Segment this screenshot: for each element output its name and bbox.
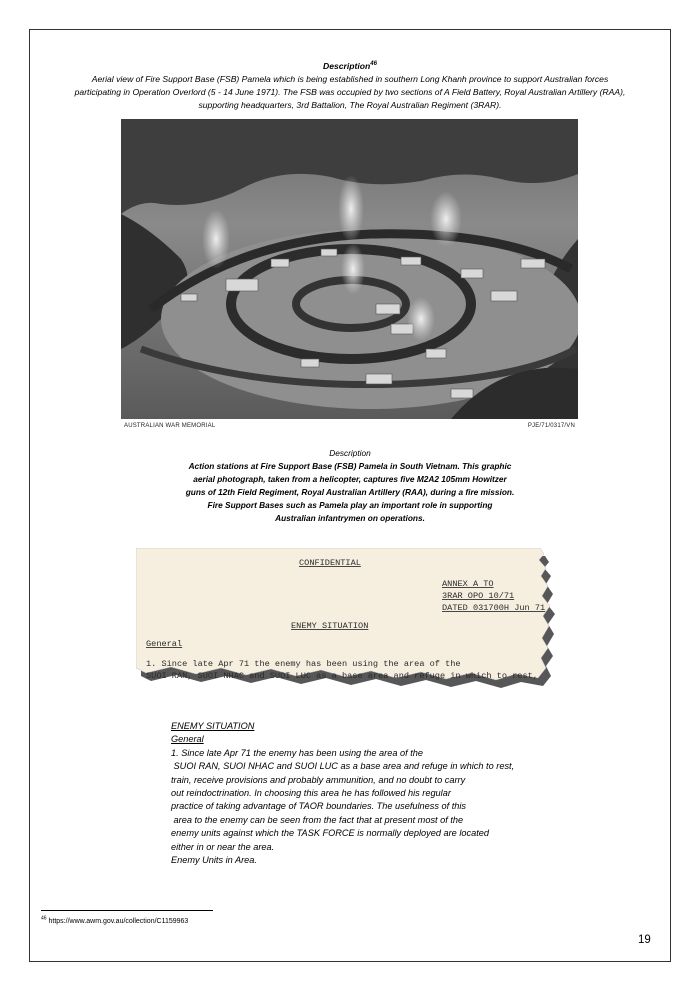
caption-line: aerial photograph, taken from a helicopter, captures five M2A2 105mm Howitzer <box>193 474 507 484</box>
transcript-subheading: General <box>171 734 204 745</box>
doc-paragraph-line: 1. Since late Apr 71 the enemy has been using the area of the <box>146 659 461 669</box>
doc-heading: ENEMY SITUATION <box>291 621 369 631</box>
doc-paragraph-line: SUOI RAN, SUOI NHAC and SUOI LUC as a base area and refuge in which to rest, <box>146 671 538 681</box>
scanned-document-image <box>136 548 556 693</box>
photo-reference: PJE/71/0317/VN <box>527 423 575 429</box>
transcript-line: 1. Since late Apr 71 the enemy has been using the area of the <box>171 747 423 758</box>
transcript-line: SUOI RAN, SUOI NHAC and SUOI LUC as a base area and refuge in which to rest, <box>171 761 515 772</box>
caption-line: guns of 12th Field Regiment, Royal Australian Artillery (RAA), during a fire mission. <box>185 487 515 497</box>
footnote-divider <box>41 910 213 911</box>
transcript-heading: ENEMY SITUATION <box>171 721 255 731</box>
transcript-line: area to the enemy can be seen from the fact that at present most of the <box>171 814 464 825</box>
description-title: Description$^{46}$ <box>323 61 377 71</box>
transcript-line: train, receive provisions and probably ammunition, and no doubt to carry <box>171 774 466 785</box>
caption-line: Action stations at Fire Support Base (FSB) Pamela in South Vietnam. This graphic <box>188 461 512 471</box>
description-line: supporting headquarters, 3rd Battalion, The Royal Australian Regiment (3RAR). <box>198 100 502 110</box>
caption-title: Description <box>329 448 371 458</box>
caption-line: Fire Support Bases such as Pamela play an important role in supporting <box>207 500 493 510</box>
photo-caption <box>150 447 550 525</box>
doc-annex-line: DATED 031700H Jun 71 <box>442 603 546 613</box>
page-number: 19 <box>638 934 651 946</box>
doc-classification: CONFIDENTIAL <box>299 558 361 568</box>
transcript-line: either in or near the area. <box>171 841 275 852</box>
scanned-document-excerpt <box>136 548 556 693</box>
transcript-line: out reindoctrination. In choosing this area he has followed his regular <box>171 788 451 799</box>
photo-description-header <box>40 60 660 112</box>
aerial-photograph <box>121 119 578 431</box>
aerial-photo-image <box>121 119 578 431</box>
footnote-number: 46 <box>41 915 47 922</box>
footnote <box>41 915 189 925</box>
transcript-line: enemy units against which the TASK FORCE is normally deployed are located <box>171 828 489 839</box>
transcript-line: practice of taking advantage of TAOR boundaries. The usefulness of this <box>171 801 467 812</box>
photo-credit: AUSTRALIAN WAR MEMORIAL <box>124 423 216 429</box>
enemy-situation-transcript <box>171 720 571 867</box>
doc-subheading: General <box>146 639 183 649</box>
doc-annex-line: 3RAR OPO 10/71 <box>442 591 515 601</box>
transcript-line: Enemy Units in Area. <box>171 855 257 866</box>
caption-line: Australian infantrymen on operations. <box>275 513 425 523</box>
description-line: Aerial view of Fire Support Base (FSB) Pamela which is being established in southern Long Khanh province to support Australian forces <box>91 74 609 84</box>
description-line: participating in Operation Overlord (5 - 14 June 1971). The FSB was occupied by two sections of A Field Battery, Royal Australian Artillery (RAA), <box>74 87 626 97</box>
footnote-link[interactable]: https://www.awm.gov.au/collection/C1159963 <box>46 918 189 925</box>
doc-annex-line: ANNEX A TO <box>442 579 494 589</box>
